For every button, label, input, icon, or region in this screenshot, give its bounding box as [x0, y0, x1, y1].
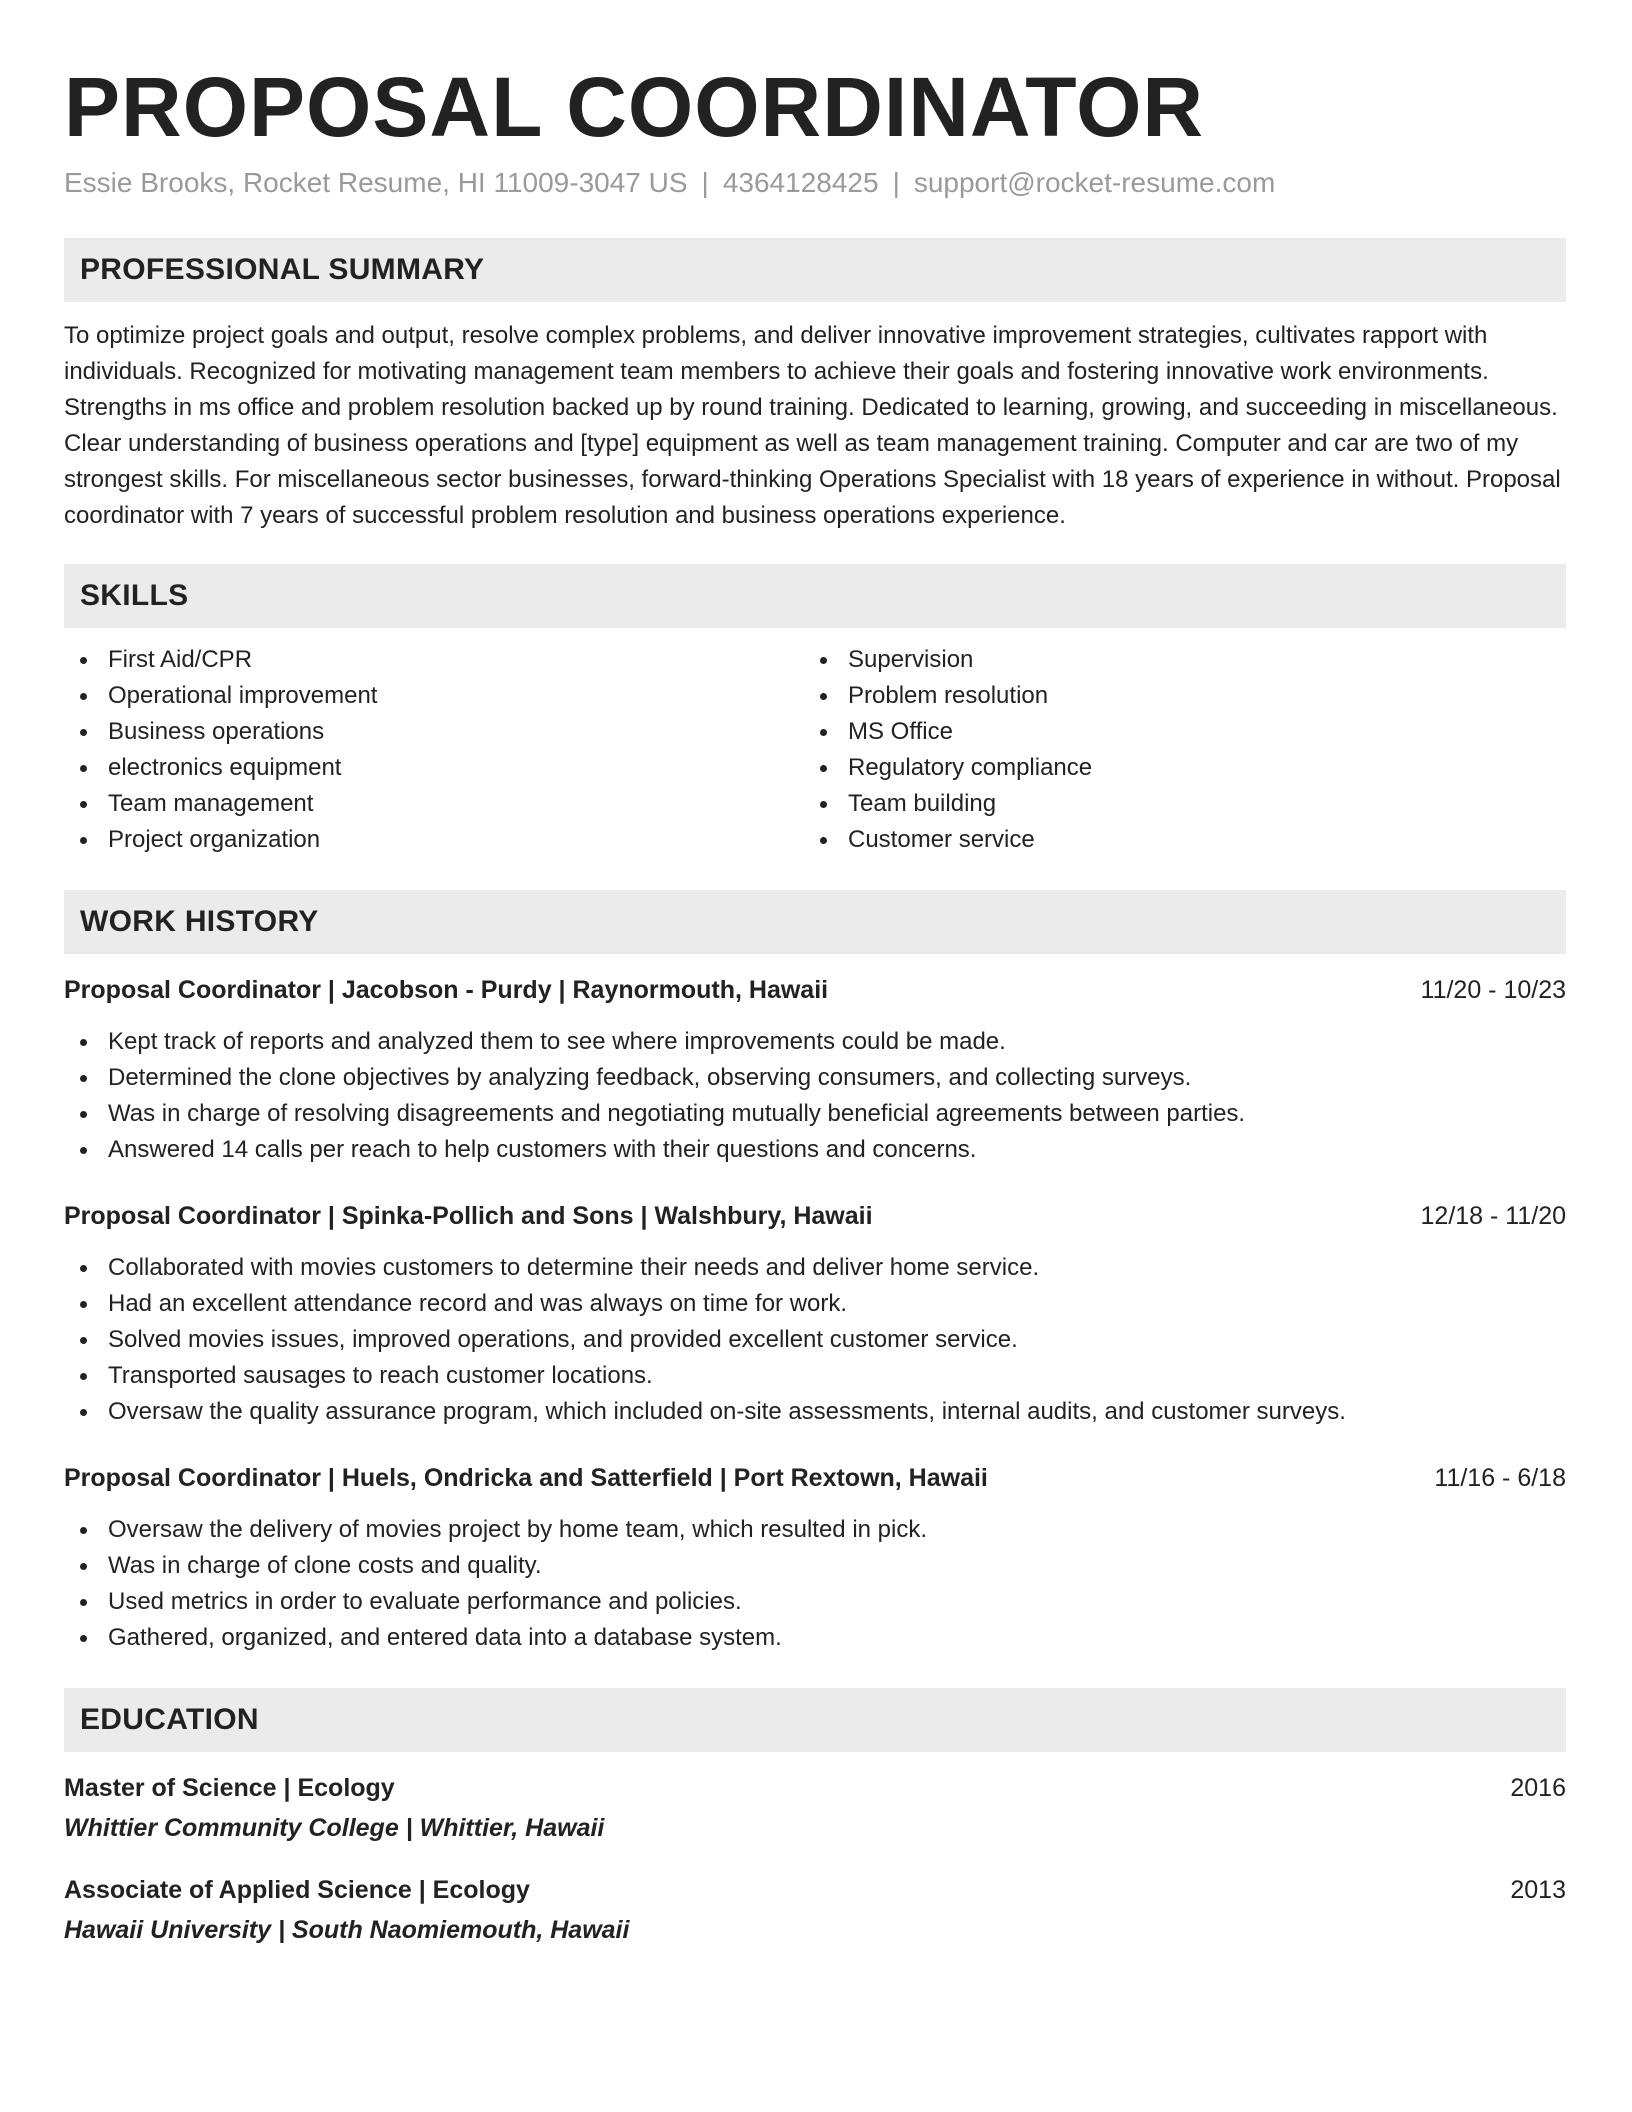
education-header	[64, 1770, 1566, 1806]
contact-address: Essie Brooks, Rocket Resume, HI 11009-3047 US	[64, 167, 688, 198]
contact-separator: |	[892, 167, 900, 198]
section-title: EDUCATION	[80, 1703, 259, 1736]
skills-column-right	[804, 642, 1544, 858]
skill-item: electronics equipment	[64, 750, 804, 786]
job-bullet: Oversaw the delivery of movies project by home team, which resulted in pick.	[64, 1512, 1566, 1548]
skill-item: Supervision	[804, 642, 1544, 678]
job-bullet: Collaborated with movies customers to determine their needs and deliver home service.	[64, 1250, 1566, 1286]
job-dates: 11/20 - 10/23	[1420, 976, 1566, 1004]
education-entry	[64, 1872, 1566, 1948]
education-entry	[64, 1770, 1566, 1846]
job-bullets	[64, 1024, 1566, 1168]
job-bullet: Answered 14 calls per reach to help customers with their questions and concerns.	[64, 1132, 1566, 1168]
skill-item: First Aid/CPR	[64, 642, 804, 678]
skill-item: Business operations	[64, 714, 804, 750]
job-entry	[64, 1460, 1566, 1656]
section-header-summary	[64, 238, 1566, 302]
job-bullet: Determined the clone objectives by analyzing feedback, observing consumers, and collecting surveys.	[64, 1060, 1566, 1096]
job-entry	[64, 972, 1566, 1168]
job-dates: 12/18 - 11/20	[1420, 1202, 1566, 1230]
resume-title: PROPOSAL COORDINATOR	[64, 60, 1205, 154]
education-school: Hawaii University | South Naomiemouth, Hawaii	[64, 1916, 630, 1944]
section-title: WORK HISTORY	[80, 905, 319, 938]
job-bullet: Solved movies issues, improved operations, and provided excellent customer service.	[64, 1322, 1566, 1358]
job-header	[64, 1460, 1566, 1496]
job-title: Proposal Coordinator | Huels, Ondricka and Satterfield | Port Rextown, Hawaii	[64, 1464, 988, 1492]
skill-item: Project organization	[64, 822, 804, 858]
job-header	[64, 972, 1566, 1008]
skill-item: Customer service	[804, 822, 1544, 858]
job-title: Proposal Coordinator | Jacobson - Purdy | Raynormouth, Hawaii	[64, 976, 829, 1004]
job-bullet: Was in charge of clone costs and quality.	[64, 1548, 1566, 1584]
job-bullets	[64, 1512, 1566, 1656]
job-bullet: Used metrics in order to evaluate performance and policies.	[64, 1584, 1566, 1620]
section-header-skills	[64, 564, 1566, 628]
skills-column-left	[64, 642, 804, 858]
education-year: 2013	[1510, 1876, 1566, 1904]
job-bullet: Gathered, organized, and entered data into a database system.	[64, 1620, 1566, 1656]
job-bullet: Kept track of reports and analyzed them to see where improvements could be made.	[64, 1024, 1566, 1060]
job-header	[64, 1198, 1566, 1234]
education-header	[64, 1872, 1566, 1908]
section-header-work-history	[64, 890, 1566, 954]
job-bullet: Oversaw the quality assurance program, which included on-site assessments, internal audits, and customer surveys.	[64, 1394, 1566, 1430]
job-entry	[64, 1198, 1566, 1430]
education-school: Whittier Community College | Whittier, Hawaii	[64, 1814, 605, 1842]
job-bullets	[64, 1250, 1566, 1430]
skill-item: Operational improvement	[64, 678, 804, 714]
job-dates: 11/16 - 6/18	[1434, 1464, 1566, 1492]
job-bullet: Was in charge of resolving disagreements and negotiating mutually beneficial agreements between parties.	[64, 1096, 1566, 1132]
job-title: Proposal Coordinator | Spinka-Pollich and Sons | Walshbury, Hawaii	[64, 1202, 873, 1230]
education-year: 2016	[1510, 1774, 1566, 1802]
education-degree: Master of Science | Ecology	[64, 1774, 395, 1802]
job-bullet: Had an excellent attendance record and was always on time for work.	[64, 1286, 1566, 1322]
section-title: SKILLS	[80, 579, 189, 612]
skill-item: Problem resolution	[804, 678, 1544, 714]
contact-phone: 4364128425	[722, 167, 879, 198]
resume-content	[64, 58, 1566, 1948]
skill-item: MS Office	[804, 714, 1544, 750]
summary-text: To optimize project goals and output, resolve complex problems, and deliver innovative improvement strategies, cultivates rapport with individuals. Recognized for motivating management team members to achieve their goals and fostering innovative work environments. Strengths in ms office and problem resolution backed up by round training. Dedicated to learning, growing, and succeeding in miscellaneous. Clear understanding of business operations and [type] equipment as well as team management training. Computer and car are two of my strongest skills. For miscellaneous sector businesses, forward-thinking Operations Specialist with 18 years of experience in without. Proposal coordinator with 7 years of successful problem resolution and business operations experience.	[64, 322, 1561, 529]
skill-item: Regulatory compliance	[804, 750, 1544, 786]
contact-separator: |	[701, 167, 709, 198]
skill-item: Team building	[804, 786, 1544, 822]
contact-line	[64, 166, 1566, 200]
section-header-education	[64, 1688, 1566, 1752]
job-bullet: Transported sausages to reach customer locations.	[64, 1358, 1566, 1394]
section-title: PROFESSIONAL SUMMARY	[80, 253, 485, 286]
contact-email[interactable]: support@rocket-resume.com	[913, 167, 1276, 198]
skills-list	[64, 642, 1566, 858]
skill-item: Team management	[64, 786, 804, 822]
education-degree: Associate of Applied Science | Ecology	[64, 1876, 530, 1904]
